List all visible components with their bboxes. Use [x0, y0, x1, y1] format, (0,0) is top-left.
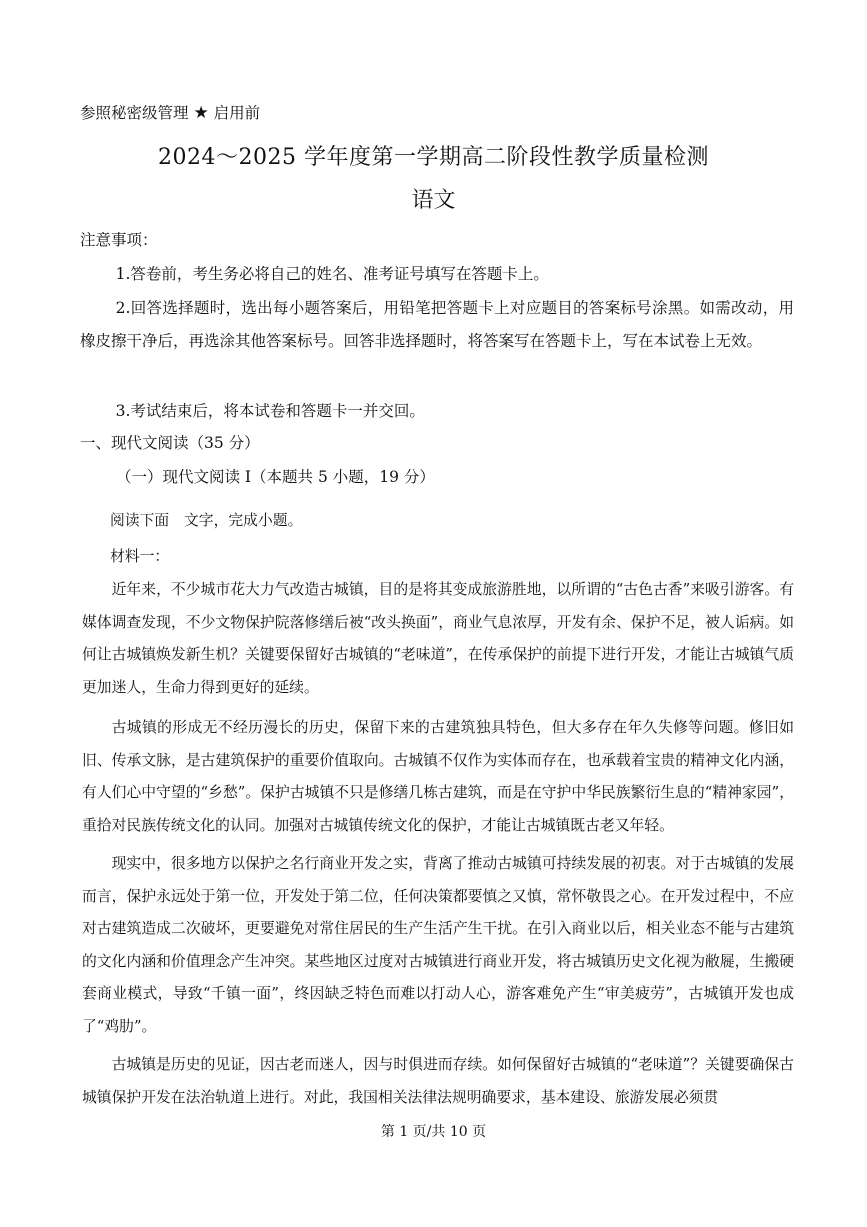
article-paragraph: 现实中，很多地方以保护之名行商业开发之实，背离了推动古城镇可持续发展的初衷。对于古城镇的发展而言，保护永远处于第一位，开发处于第二位，任何决策都要慎之又慎，常怀敬畏之心。在开发过程中，不应对古建筑造成二次破坏，更要避免对常住居民的生产生活产生干扰。在引入商业以后，相关业态不能与古建筑的文化内涵和价值理念产生冲突。某些地区过度对古城镇进行商业开发，将古城镇历史文化视为敝屣，生搬硬套商业模式，导致“千镇一面”，终因缺乏特色而难以打动人心，游客难免产生“审美疲劳”，古城镇开发也成了“鸡肋”。 [82, 855, 794, 1035]
confidentiality-label [80, 103, 260, 123]
notice-heading: 注意事项： [80, 231, 158, 249]
material-label: 材料一： [110, 548, 170, 565]
reading-instruction: 阅读下面 文字，完成小题。 [110, 512, 303, 529]
notice-item-2: 2.回答选择题时，选出每小题答案后，用铅笔把答题卡上对应题目的答案标号涂黑。如需改动，用橡皮擦干净后，再选涂其他答案标号。回答非选择题时，将答案写在答题卡上，写在本试卷上无效。 [80, 299, 794, 350]
article-paragraph: 古城镇是历史的见证，因古老而迷人，因与时俱进而存续。如何保留好古城镇的“老味道”？关键要确保古城镇保护开发在法治轨道上进行。对此，我国相关法律法规明确要求，基本建设、旅游发展必须贯 [82, 1056, 794, 1106]
article-paragraph: 近年来，不少城市花大力气改造古城镇，目的是将其变成旅游胜地，以所谓的“古色古香”来吸引游客。有媒体调查发现，不少文物保护院落修缮后被“改头换面”，商业气息浓厚，开发有余、保护不足，被人诟病。如何让古城镇焕发新生机？关键要保留好古城镇的“老味道”，在传承保护的前提下进行开发，才能让古城镇气质更加迷人，生命力得到更好的延续。 [82, 581, 794, 696]
article-paragraph: 古城镇的形成无不经历漫长的历史，保留下来的古建筑独具特色，但大多存在年久失修等问题。修旧如旧、传承文脉，是古建筑保护的重要价值取向。古城镇不仅作为实体而存在，也承载着宝贵的精神文化内涵，有人们心中守望的“乡愁”。保护古城镇不只是修缮几栋古建筑，而是在守护中华民族繁衍生息的“精神家园”，重拾对民族传统文化的认同。加强对古城镇传统文化的保护，才能让古城镇既古老又年轻。 [82, 719, 794, 834]
notice-item-3: 3.考试结束后，将本试卷和答题卡一并交回。 [115, 402, 425, 420]
exam-title: 2024～2025 学年度第一学期高二阶段性教学质量检测 [158, 145, 709, 170]
section-heading: 一、现代文阅读（35 分） [80, 434, 260, 452]
secret-status-text: 启用前 [213, 104, 261, 122]
star-icon: ★ [193, 103, 209, 123]
page-number: 第 1 页/共 10 页 [380, 1124, 487, 1140]
exam-subject: 语文 [411, 188, 456, 213]
secret-level-text: 参照秘密级管理 [80, 104, 189, 122]
notice-item-1: 1.答卷前，考生务必将自己的姓名、准考证号填写在答题卡上。 [115, 265, 549, 283]
subsection-heading: （一）现代文阅读 I（本题共 5 小题，19 分） [116, 468, 435, 486]
